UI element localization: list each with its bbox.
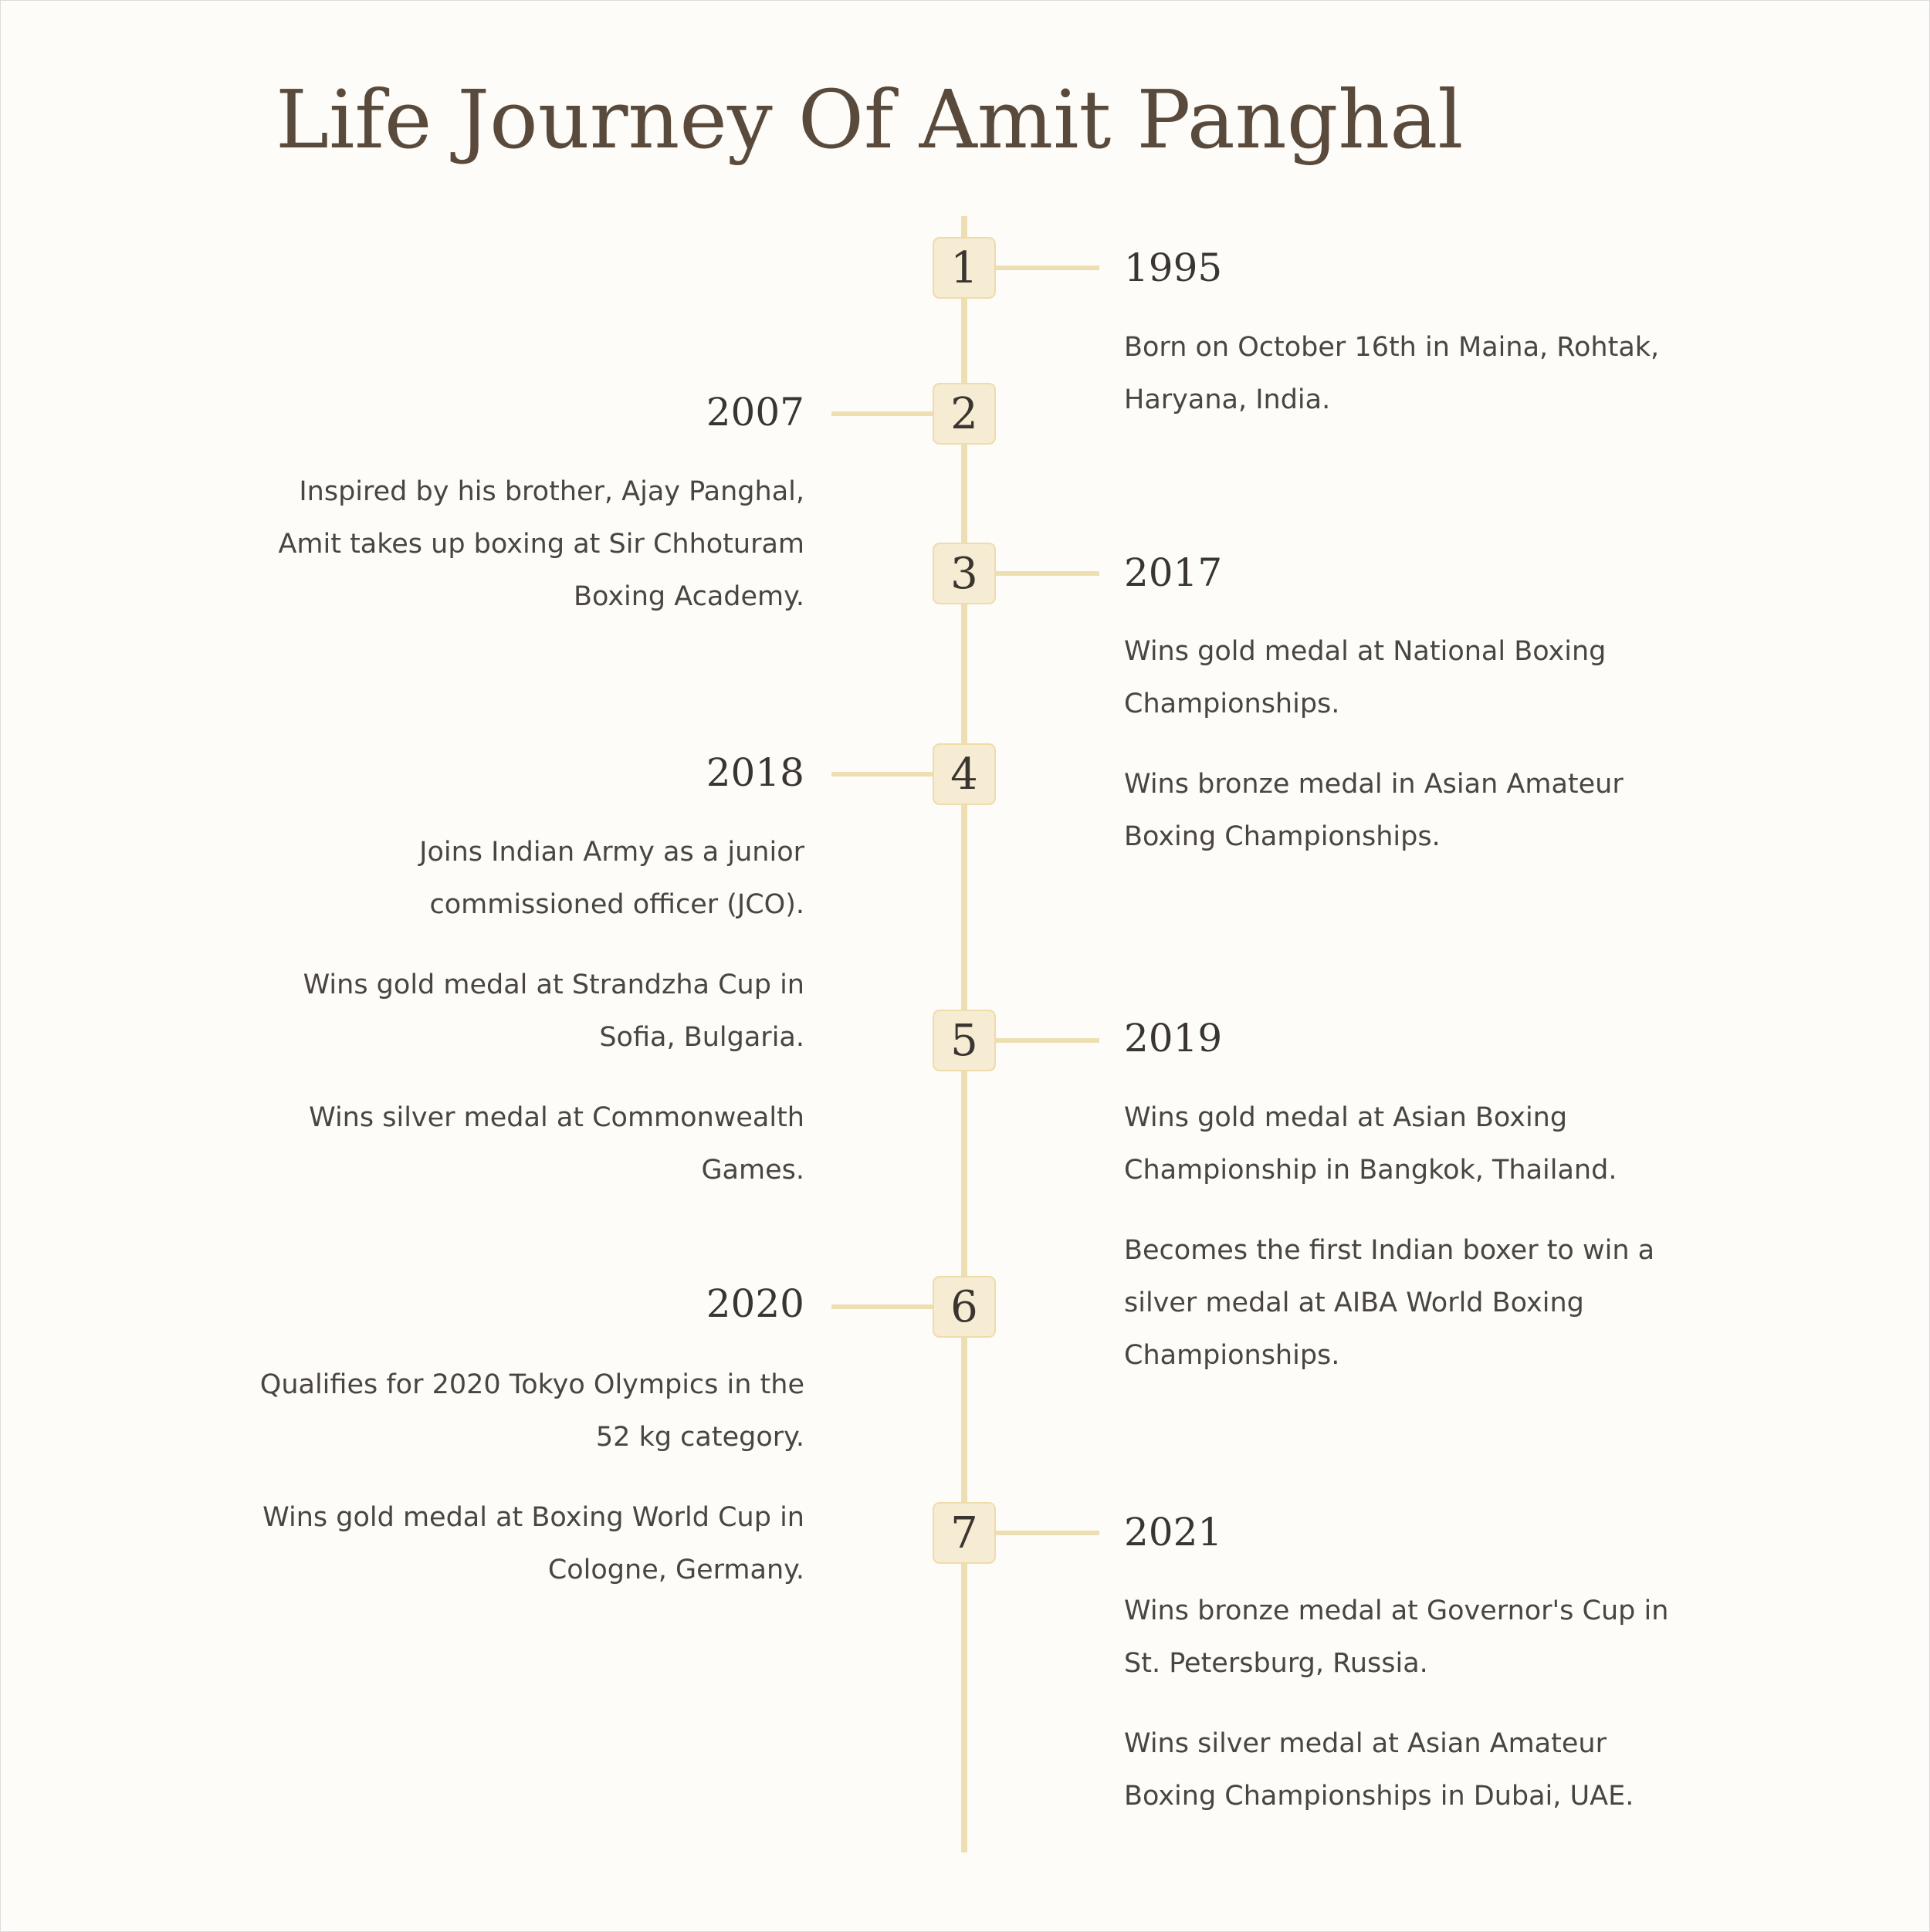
connector-6: [831, 1304, 934, 1309]
step-marker-1: 1: [933, 237, 996, 299]
event-description: Becomes the first Indian boxer to win a silver medal at AIBA World Boxing Championships.: [1124, 1235, 1655, 1371]
event-description: Wins silver medal at Commonwealth Games.: [309, 1102, 804, 1186]
event-description: Inspired by his brother, Ajay Panghal, Amit takes up boxing at Sir Chhoturam Boxing Academy.: [278, 476, 804, 612]
step-marker-4: 4: [933, 743, 996, 805]
event-description: Wins gold medal at National Boxing Championships.: [1124, 636, 1607, 719]
event-description: Joins Indian Army as a junior commissioned officer (JCO).: [419, 837, 804, 920]
event-description: Qualifies for 2020 Tokyo Olympics in the 52 kg category.: [259, 1369, 804, 1453]
event-description: Wins silver medal at Asian Amateur Boxing Championships in Dubai, UAE.: [1124, 1728, 1634, 1812]
step-marker-7: 7: [933, 1502, 996, 1564]
event-description: Wins gold medal at Asian Boxing Championship in Bangkok, Thailand.: [1124, 1102, 1617, 1186]
connector-2: [831, 411, 934, 416]
connector-4: [831, 772, 934, 777]
event-description: Wins bronze medal at Governor's Cup in St. Petersburg, Russia.: [1124, 1595, 1669, 1679]
connector-1: [996, 266, 1099, 270]
page-title: Life Journey Of Amit Panghal: [276, 73, 1464, 167]
event-year: 2018: [706, 750, 804, 795]
event-year: 2017: [1124, 550, 1223, 595]
step-marker-2: 2: [933, 383, 996, 445]
event-year: 1995: [1124, 245, 1223, 290]
event-year: 2021: [1124, 1510, 1223, 1555]
event-year: 2019: [1124, 1016, 1223, 1061]
event-description: Born on October 16th in Maina, Rohtak, Haryana, India.: [1124, 332, 1660, 415]
event-year: 2020: [706, 1281, 804, 1326]
event-description: Wins gold medal at Strandzha Cup in Sofia, Bulgaria.: [303, 969, 804, 1053]
connector-7: [996, 1531, 1099, 1535]
event-description: Wins gold medal at Boxing World Cup in Cologne, Germany.: [262, 1502, 804, 1585]
step-marker-6: 6: [933, 1276, 996, 1338]
event-year: 2007: [706, 390, 804, 435]
step-marker-3: 3: [933, 543, 996, 604]
step-marker-5: 5: [933, 1010, 996, 1071]
event-description: Wins bronze medal in Asian Amateur Boxing Championships.: [1124, 769, 1624, 852]
connector-3: [996, 571, 1099, 576]
connector-5: [996, 1038, 1099, 1043]
